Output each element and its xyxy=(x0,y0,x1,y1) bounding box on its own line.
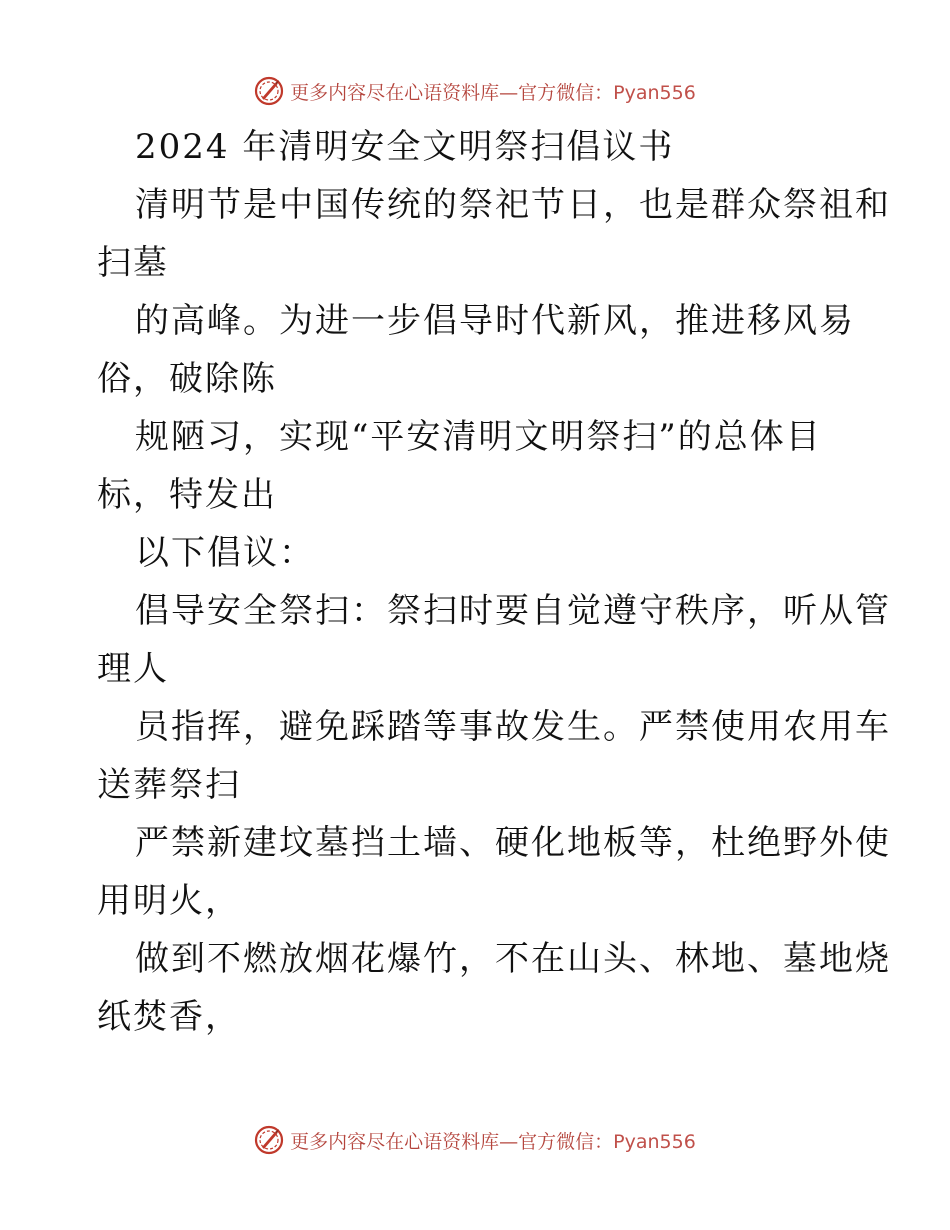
feather-pen-logo-icon xyxy=(254,1125,284,1155)
paragraph-line: 清明节是中国传统的祭祀节日，也是群众祭祖和 xyxy=(135,185,891,225)
banner-text: 更多内容尽在心语资料库—官方微信：Pyan556 xyxy=(290,1130,696,1153)
banner-text: 更多内容尽在心语资料库—官方微信：Pyan556 xyxy=(290,81,696,104)
paragraph-line: 俗，破除陈 xyxy=(97,359,277,399)
document-title: 2024 年清明安全文明祭扫倡议书 xyxy=(135,127,675,167)
paragraph-line: 以下倡议： xyxy=(135,533,315,573)
header-watermark xyxy=(0,71,950,111)
paragraph-line: 标，特发出 xyxy=(97,475,277,515)
paragraph-line: 用明火， xyxy=(97,881,241,921)
paragraph-line: 规陋习，实现“平安清明文明祭扫”的总体目 xyxy=(135,417,822,457)
paragraph-line: 员指挥，避免踩踏等事故发生。严禁使用农用车 xyxy=(135,707,891,747)
wechat-id: Pyan556 xyxy=(613,1130,696,1153)
footer-watermark xyxy=(0,1120,950,1160)
wechat-id: Pyan556 xyxy=(613,81,696,104)
paragraph-line: 纸焚香， xyxy=(97,997,241,1037)
feather-pen-logo-icon xyxy=(254,76,284,106)
paragraph-line: 理人 xyxy=(97,649,169,689)
paragraph-line: 扫墓 xyxy=(97,243,169,283)
paragraph-line: 倡导安全祭扫：祭扫时要自觉遵守秩序，听从管 xyxy=(135,591,891,631)
paragraph-line: 的高峰。为进一步倡导时代新风，推进移风易 xyxy=(135,301,855,341)
paragraph-line: 严禁新建坟墓挡土墙、硬化地板等，杜绝野外使 xyxy=(135,823,891,863)
paragraph-line: 送葬祭扫 xyxy=(97,765,241,805)
paragraph-line: 做到不燃放烟花爆竹，不在山头、林地、墓地烧 xyxy=(135,939,891,979)
